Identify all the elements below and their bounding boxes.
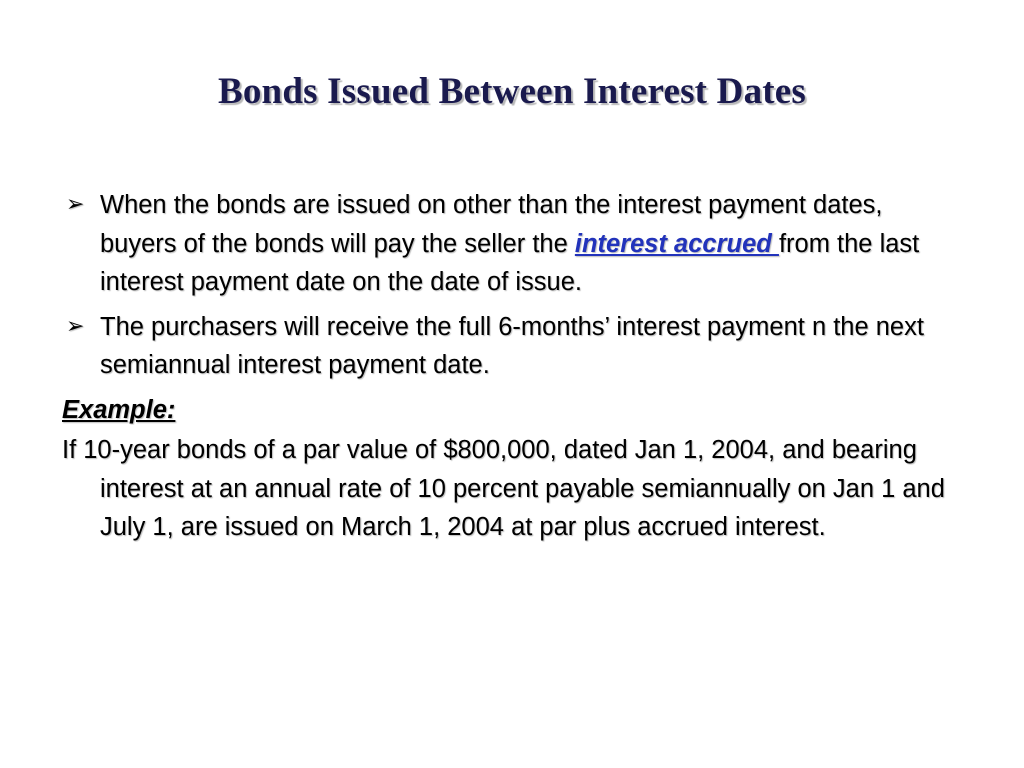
example-text: If 10-year bonds of a par value of $800,000, dated Jan 1, 2004, and bearing interest at an annual rate of 10 percent payable semiannually on Jan 1 and July 1, are issued on March 1, 2004 at par plus accrued interest. — [62, 436, 945, 541]
example-label: Example: — [62, 395, 176, 424]
interest-accrued-link[interactable]: interest accrued — [574, 229, 779, 258]
bullet-item — [62, 186, 962, 302]
bullet-text-after: from the last interest payment date on the date of issue. — [100, 229, 920, 296]
arrow-bullet-icon: ➢ — [66, 192, 85, 217]
slide-body — [62, 186, 962, 547]
slide-title: Bonds Issued Between Interest Dates — [217, 71, 807, 112]
bullet-text-before: When the bonds are issued on other than the interest payment dates, buyers of the bonds will pay the seller the — [100, 191, 883, 258]
arrow-bullet-icon: ➢ — [66, 313, 85, 339]
bullet-text: The purchasers will receive the full 6-months’ interest payment n the next semiannual interest payment date. — [100, 312, 924, 379]
bullet-item — [62, 308, 962, 385]
